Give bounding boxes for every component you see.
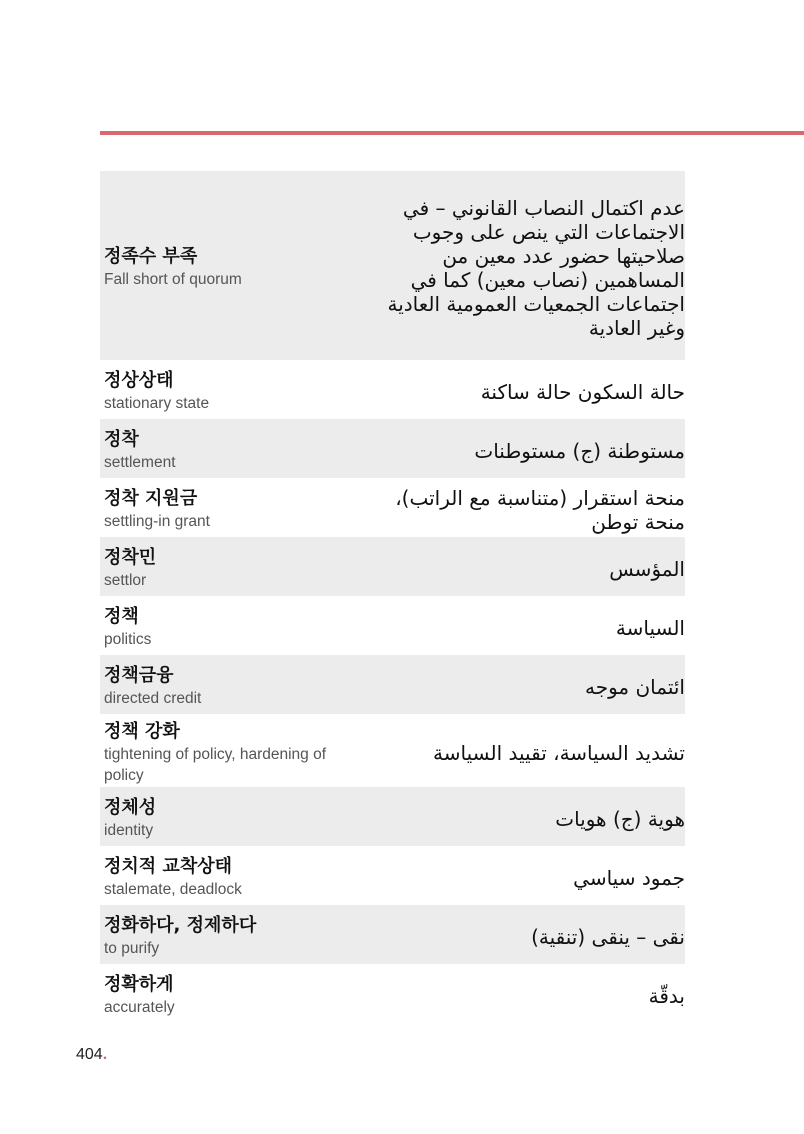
korean-term: 정착 (104, 429, 139, 450)
english-term: Fall short of quorum (104, 271, 242, 288)
term-cell (104, 720, 349, 786)
english-term: settlor (104, 572, 147, 589)
page-number-dot: . (102, 1046, 108, 1063)
glossary-row (100, 419, 685, 478)
english-term: settling-in grant (104, 513, 210, 530)
korean-term: 정화하다, 정제하다 (104, 915, 257, 936)
arabic-translation: نقى – ينقى (تنقية) (531, 924, 685, 949)
glossary-row (100, 714, 685, 787)
glossary-row (100, 905, 685, 964)
glossary-row (100, 655, 685, 714)
korean-term: 정상상태 (104, 370, 174, 391)
term-cell (104, 914, 349, 959)
arabic-translation: حالة السكون حالة ساكنة (480, 379, 685, 404)
arabic-translation: منحة استقرار (متناسبة مع الراتب)، منحة توطن (395, 485, 685, 534)
english-term: settlement (104, 454, 176, 471)
term-cell (104, 973, 349, 1018)
korean-term: 정책 (104, 606, 139, 627)
glossary-table (100, 171, 685, 1023)
korean-term: 정착민 (104, 547, 157, 568)
term-cell (104, 664, 349, 709)
korean-term: 정확하게 (104, 974, 174, 995)
arabic-translation: بدقّة (648, 983, 685, 1008)
arabic-translation: السياسة (615, 615, 685, 640)
english-term: tightening of policy, hardening of policy (104, 745, 327, 784)
glossary-row (100, 964, 685, 1023)
glossary-row (100, 360, 685, 419)
english-term: accurately (104, 999, 175, 1016)
term-cell (104, 428, 349, 473)
korean-term: 정치적 교착상태 (104, 856, 232, 877)
arabic-translation: جمود سياسي (573, 865, 685, 890)
term-cell (104, 796, 349, 841)
arabic-translation: مستوطنة (ج) مستوطنات (474, 438, 685, 463)
korean-term: 정책금융 (104, 665, 174, 686)
korean-term: 정족수 부족 (104, 246, 198, 267)
term-cell (104, 245, 349, 290)
glossary-row (100, 846, 685, 905)
korean-term: 정책 강화 (104, 720, 180, 742)
arabic-translation: هوية (ج) هويات (555, 806, 685, 831)
english-term: to purify (104, 940, 160, 957)
english-term: identity (104, 822, 154, 839)
arabic-translation: تشديد السياسة، تقييد السياسة (433, 740, 685, 765)
page-number (76, 1046, 107, 1064)
english-term: politics (104, 631, 152, 648)
english-term: stationary state (104, 395, 210, 412)
glossary-row (100, 537, 685, 596)
korean-term: 정체성 (104, 797, 157, 818)
glossary-row (100, 171, 685, 360)
arabic-translation: ائتمان موجه (585, 674, 685, 699)
term-cell (104, 855, 349, 900)
glossary-row (100, 596, 685, 655)
term-cell (104, 546, 349, 591)
page-number-text: 404 (76, 1046, 103, 1063)
term-cell (104, 369, 349, 414)
english-term: directed credit (104, 690, 202, 707)
korean-term: 정착 지원금 (104, 488, 198, 509)
term-cell (104, 487, 349, 532)
arabic-translation: المؤسس (609, 556, 685, 581)
glossary-row (100, 478, 685, 537)
top-accent-rule (100, 131, 804, 135)
arabic-translation: عدم اكتمال النصاب القانوني – في الاجتماعات التي ينص على وجوب صلاحيتها حضور عدد معين من المساهمين (نصاب معين) كما في اجتماعات الجمعيات العمومية العادية وغير العادية (387, 195, 685, 340)
english-term: stalemate, deadlock (104, 881, 242, 898)
glossary-row (100, 787, 685, 846)
term-cell (104, 605, 349, 650)
